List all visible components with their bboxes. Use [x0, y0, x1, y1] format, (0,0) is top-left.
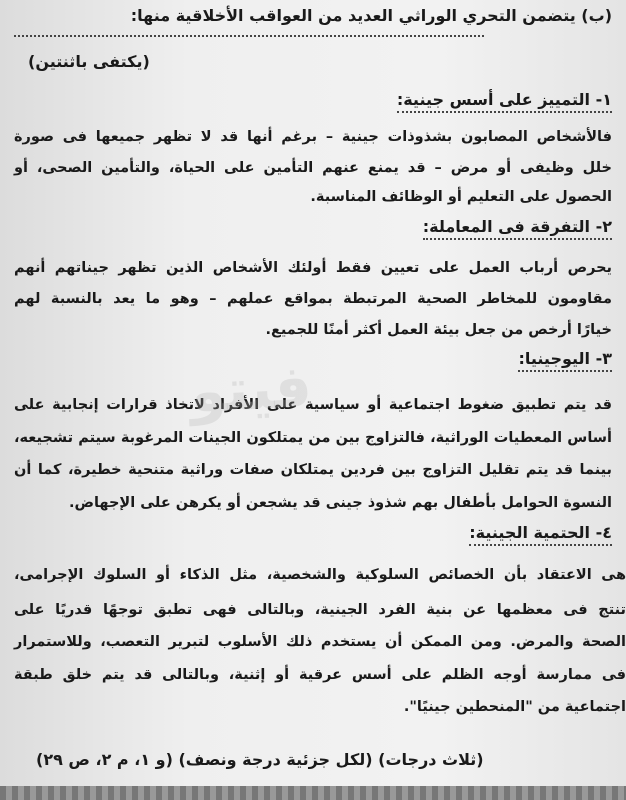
section-3-line-3: بينما قد يتم تقليل التزاوج بين فردين يمتلكان صفات وراثية متنحية خطيرة، كما أن	[14, 462, 612, 478]
section-4-line-1: هى الاعتقاد بأن الخصائص السلوكية والشخصية، مثل الذكاء أو السلوك الإجرامى،	[14, 567, 626, 583]
page-edge-band	[0, 786, 626, 800]
section-4-line-4: فى ممارسة أوجه الظلم على أسس عرقية أو إثنية، وبالتالى قد يتم خلق طبقة	[14, 667, 626, 683]
section-heading-3: ٣- اليوجينيا:	[518, 349, 612, 372]
section-heading-1: ١- التمييز على أسس جينية:	[397, 90, 612, 113]
section-1-line-1: فالأشخاص المصابون بشذوذات جينية – برغم أنها قد لا تظهر جميعها فى صورة	[14, 129, 612, 145]
section-3-line-1: قد يتم تطبيق ضغوط اجتماعية أو سياسية على الأفراد لاتخاذ قرارات إنجابية على	[14, 397, 612, 413]
divider	[14, 35, 484, 37]
watermark-logo: فيتو	[188, 351, 314, 427]
section-1-line-2: خلل وظيفى أو مرض – قد يمنع عنهم التأمين على الحياة، والتأمين الصحى، أو	[14, 160, 612, 176]
section-4-line-5: اجتماعية من "المنحطين جينيًا".	[403, 699, 626, 715]
section-2-line-1: يحرص أرباب العمل على تعيين فقط أولئك الأشخاص الذين تظهر جيناتهم أنهم	[14, 260, 612, 276]
section-2-line-3: خيارًا أرخص من جعل بيئة العمل أكثر أمنًا للجميع.	[265, 322, 612, 338]
question-title: (ب) يتضمن التحري الوراثي العديد من العواقب الأخلاقية منها:	[130, 6, 612, 25]
section-3-line-4: النسوة الحوامل بأطفال بهم شذوذ جينى قد يشجعن أو يكرهن على الإجهاض.	[68, 495, 612, 511]
section-4-line-2: تنتج فى معظمها عن بنية الفرد الجينية، وبالتالى فهى تطبق توجهًا قدريًا على	[14, 602, 626, 618]
section-1-line-3: الحصول على التعليم أو الوظائف المناسبة.	[310, 189, 612, 205]
selection-note: (يكتفى باثنتين)	[28, 52, 150, 71]
section-heading-4: ٤- الحتمية الجينية:	[469, 523, 612, 546]
section-3-line-2: أساس المعطيات الوراثية، فالتزاوج بين من يمتلكون الجينات المرغوبة سيتم تشجيعه،	[14, 430, 612, 446]
grading-footer: (ثلاث درجات) (لكل جزئية درجة ونصف) (و ١، م ٢، ص ٢٩)	[36, 750, 484, 769]
section-2-line-2: مقاومون للمخاطر الصحية المرتبطة بمواقع عملهم – وهو ما يعد بالنسبة لهم	[14, 291, 612, 307]
section-4-line-3: الصحة والمرض. ومن الممكن أن يستخدم ذلك الأسلوب لتبرير التعصب، وللاستمرار	[14, 634, 626, 650]
section-heading-2: ٢- التفرقة فى المعاملة:	[423, 217, 612, 240]
